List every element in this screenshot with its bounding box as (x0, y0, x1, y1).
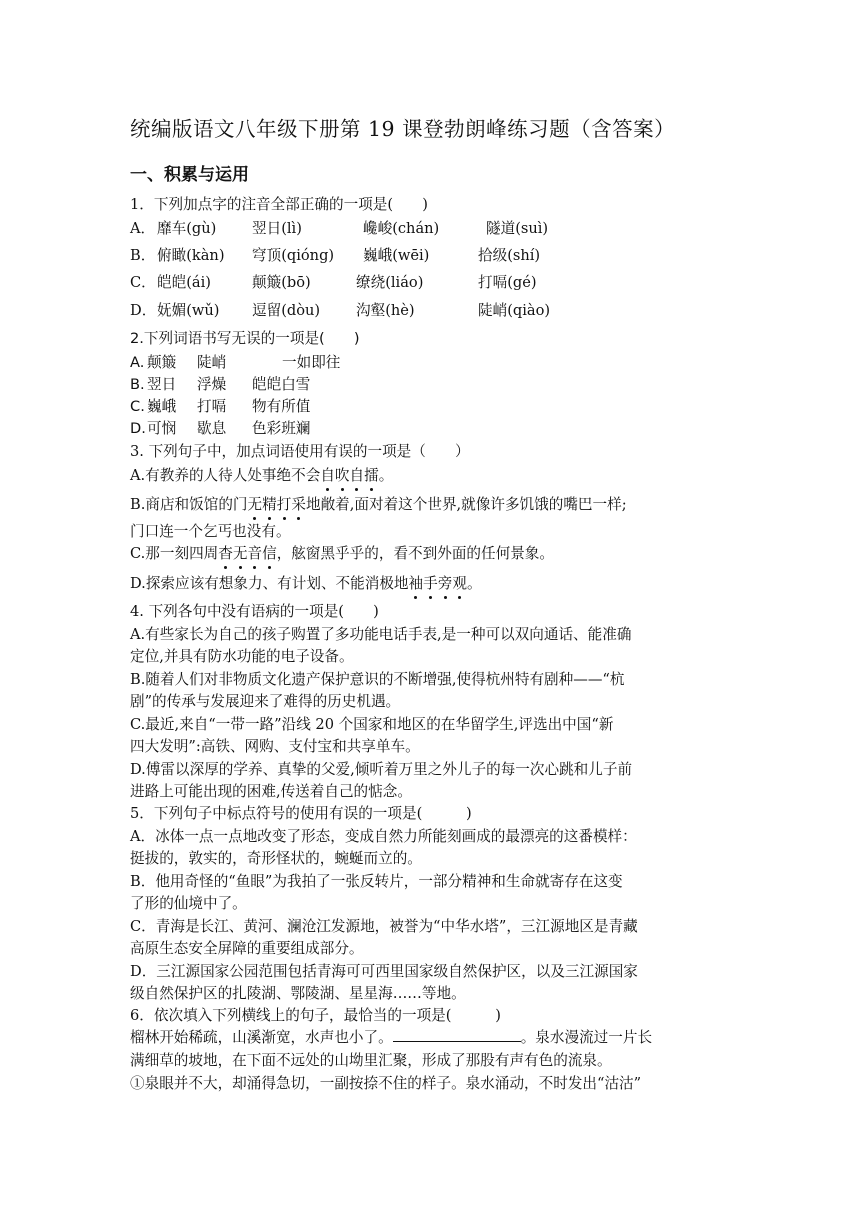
question-3-stem: 3. 下列句子中，加点词语使用有误的一项是（ ） (130, 443, 470, 460)
option-item: 巍峨(wēi) (363, 247, 430, 264)
question-3-option-b-cont: 门口连一个乞丐也没有。 (130, 523, 291, 540)
option-letter: D． (130, 302, 157, 319)
question-6-line: ①泉眼并不大，却涌得急切，一副按捺不住的样子。泉水涌动，不时发出“沽沽” (130, 1075, 642, 1092)
option-item: 物有所值 (252, 398, 311, 415)
question-4-line: B.随着人们对非物质文化遗产保护意识的不断增强,使得杭州特有剧种——“杭 (130, 671, 625, 688)
dotted-word (218, 545, 276, 562)
option-letter: B． (130, 247, 156, 264)
question-6-stem: 6．依次填入下列横线上的句子，最恰当的一项是( ) (130, 1007, 501, 1024)
option-item: 缭绕(liáo) (356, 274, 424, 291)
emphasis-char: 自 (350, 465, 365, 487)
question-6-line: 榴林开始稀疏，山溪渐宽，水声也小了。 。泉水漫流过一片长 (130, 1029, 653, 1046)
question-1-option-c (130, 272, 730, 294)
question-4-line: 进路上可能出现的困难,传送着自己的惦念。 (130, 783, 412, 800)
question-5-line: D．三江源国家公园范围包括青海可可西里国家级自然保护区，以及三江源国家 (130, 963, 638, 980)
option-letter: D. (130, 420, 146, 437)
emphasis-char: 旁 (438, 573, 453, 595)
emphasis-char: 信 (262, 543, 277, 565)
question-2-option-b (130, 374, 530, 396)
question-3-option-b: B.商店和饭馆的门无精打采地敞着,面对着这个世界,就像许多饥饿的嘴巴一样; (130, 494, 627, 516)
question-5-stem: 5．下列句子中标点符号的使用有误的一项是( ) (130, 805, 472, 822)
question-2-option-c (130, 396, 530, 418)
emphasis-char: 精 (262, 494, 277, 516)
option-item: 一如即往 (282, 354, 341, 371)
dotted-word (248, 496, 306, 513)
dotted-word (409, 575, 467, 592)
option-letter: B. (130, 376, 145, 393)
question-2-stem: 2.下列词语书写无误的一项是( ) (130, 330, 360, 347)
question-6-line: 满细草的坡地，在下面不远处的山坳里汇聚，形成了那股有声有色的流泉。 (130, 1052, 612, 1069)
option-item: 隧道(suì) (486, 220, 549, 237)
question-5-line: 挺拔的，敦实的，奇形怪状的，蜿蜒而立的。 (130, 850, 422, 867)
emphasis-char: 袖 (409, 573, 424, 595)
emphasis-char: 采 (291, 494, 306, 516)
option-item: 沟壑(hè) (356, 302, 415, 319)
option-item: 拾级(shí) (478, 247, 541, 264)
question-5-line: 级自然保护区的扎陵湖、鄂陵湖、星星海……等地。 (130, 985, 466, 1002)
answer-blank (393, 1027, 521, 1042)
option-letter: A． (130, 220, 156, 237)
option-item: 浮燥 (197, 376, 227, 393)
document-title: 统编版语文八年级下册第 19 课登勃朗峰练习题（含答案） (130, 117, 676, 141)
option-item: 穹顶(qióng) (252, 247, 335, 264)
emphasis-char: 擂 (364, 465, 379, 487)
option-item: 颠簸 (147, 354, 177, 371)
question-2-option-a (130, 352, 530, 374)
question-1-stem: 1．下列加点字的注音全部正确的一项是( ) (130, 196, 428, 213)
question-5-line: 了形的仙境中了。 (130, 895, 247, 912)
question-4-stem: 4. 下列各句中没有语病的一项是( ) (130, 603, 379, 620)
option-item: 可悯 (147, 420, 177, 437)
emphasis-char: 无 (248, 494, 263, 516)
option-item: 色彩班斓 (252, 420, 311, 437)
emphasis-char: 打 (277, 494, 292, 516)
question-4-line: 定位,并具有防水功能的电子设备。 (130, 648, 354, 665)
option-letter: C． (130, 274, 156, 291)
section-heading: 一、积累与运用 (130, 165, 249, 185)
emphasis-char: 音 (247, 543, 262, 565)
question-3-option-a: A.有教养的人待人处事绝不会自吹自擂。 (130, 465, 393, 487)
question-4-line: A.有些家长为自己的孩子购置了多功能电话手表,是一种可以双向通话、能准确 (130, 626, 632, 643)
option-letter: C. (130, 398, 145, 415)
emphasis-char: 自 (320, 465, 335, 487)
option-item: 靡车(gù) (157, 220, 217, 237)
question-4-line: C.最近,来自“一带一路”沿线 20 个国家和地区的在华留学生,评选出中国“新 (130, 716, 614, 733)
question-4-line: D.傅雷以深厚的学养、真挚的父爱,倾听着万里之外儿子的每一次心跳和儿子前 (130, 761, 633, 778)
option-item: 巍峨 (147, 398, 177, 415)
emphasis-char: 观 (452, 573, 467, 595)
option-item: 陡峭(qiào) (478, 302, 551, 319)
question-1-option-b (130, 245, 730, 267)
question-4-line: 剧”的传承与发展迎来了难得的历史机遇。 (130, 693, 401, 710)
option-item: 巉峻(chán) (363, 220, 440, 237)
question-1-option-d (130, 300, 730, 322)
question-5-line: B．他用奇怪的“鱼眼”为我拍了一张反转片，一部分精神和生命就寄存在这变 (130, 873, 623, 890)
option-item: 翌日(lì) (252, 220, 302, 237)
option-item: 皑皑(ái) (157, 274, 211, 291)
option-item: 妩媚(wǔ) (157, 302, 220, 319)
option-item: 俯瞰(kàn) (157, 247, 225, 264)
question-1-option-a (130, 218, 730, 240)
emphasis-char: 无 (233, 543, 248, 565)
option-letter: A. (130, 354, 145, 371)
option-item: 陡峭 (197, 354, 227, 371)
question-3-option-d: D.探索应该有想象力、有计划、不能消极地袖手旁观。 (130, 573, 482, 595)
question-2-option-d (130, 418, 530, 440)
option-item: 逗留(dòu) (252, 302, 321, 319)
question-5-line: C．青海是长江、黄河、澜沧江发源地，被誉为“中华水塔”，三江源地区是青藏 (130, 918, 638, 935)
question-4-line: 四大发明”:高铁、网购、支付宝和共享单车。 (130, 738, 420, 755)
option-item: 翌日 (147, 376, 177, 393)
question-5-line: 高原生态安全屏障的重要组成部分。 (130, 940, 364, 957)
option-item: 打嗝(gé) (478, 274, 537, 291)
emphasis-char: 杳 (218, 543, 233, 565)
question-5-line: A．冰体一点一点地改变了形态，变成自然力所能刻画成的最漂亮的这番模样： (130, 828, 637, 845)
option-item: 打嗝 (197, 398, 227, 415)
emphasis-char: 吹 (335, 465, 350, 487)
emphasis-char: 手 (423, 573, 438, 595)
option-item: 颠簸(bō) (252, 274, 311, 291)
question-3-option-c: C.那一刻四周杳无音信，舷窗黑乎乎的，看不到外面的任何景象。 (130, 543, 554, 565)
option-item: 歇息 (197, 420, 227, 437)
option-item: 皑皑白雪 (252, 376, 311, 393)
dotted-word (320, 467, 378, 484)
